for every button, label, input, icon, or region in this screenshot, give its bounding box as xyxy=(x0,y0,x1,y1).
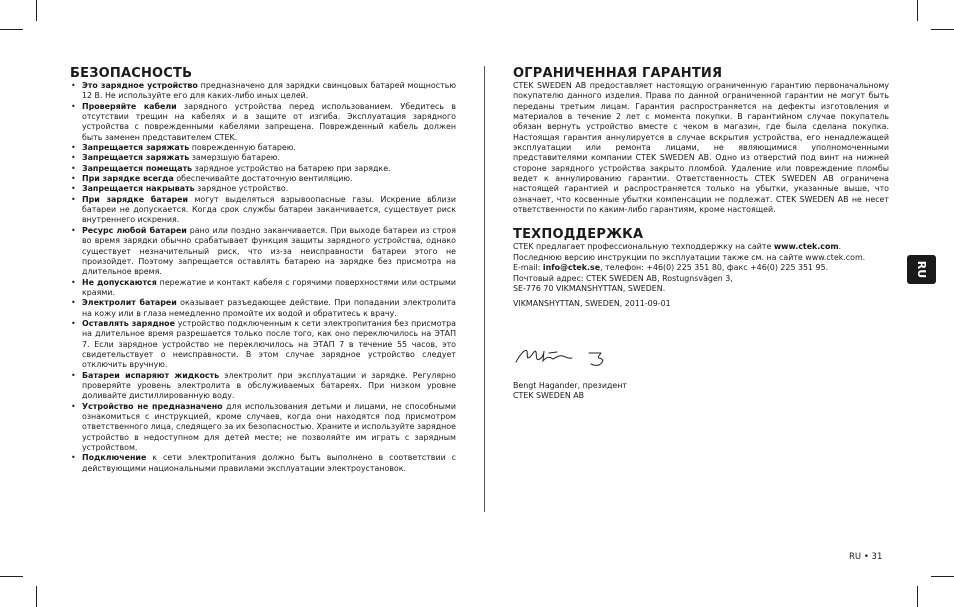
item-bold: Это зарядное устройство xyxy=(82,81,198,90)
item-bold: Запрещается заряжать xyxy=(82,143,190,153)
item-bold: При зарядке всегда xyxy=(82,174,174,184)
list-item xyxy=(70,143,456,153)
list-item xyxy=(70,278,456,299)
email-link[interactable]: info@ctek.se xyxy=(542,263,601,273)
safety-section xyxy=(70,66,456,474)
support-heading: ТЕХПОДДЕРЖКА xyxy=(513,227,644,243)
item-text: зарядное устройство. xyxy=(194,184,289,194)
item-text: пережатие и контакт кабеля с горячими поверхностями или острыми краями. xyxy=(82,277,457,297)
item-text: к сети электропитания должно быть выполнено в соответствии с действующими национальными правилами эксплуатации электроустановок. xyxy=(82,453,456,473)
column-divider xyxy=(484,66,485,512)
list-item xyxy=(70,184,456,194)
safety-heading: БЕЗОПАСНОСТЬ xyxy=(70,66,193,81)
list-item xyxy=(70,319,456,371)
item-bold: Запрещается помещать xyxy=(82,163,193,173)
signer-company: CTEK SWEDEN AB xyxy=(513,391,585,400)
list-item xyxy=(70,453,456,474)
safety-list xyxy=(70,81,456,474)
crop-mark xyxy=(931,29,954,30)
signature-image xyxy=(513,343,623,369)
item-text: электролит при эксплуатации и зарядке. Регулярно проверяйте уровень электролита в обслуживаемых батареях. При низком уровне доливайте дистиллированную воду. xyxy=(82,370,456,401)
item-text: предназначено для зарядки свинцовых батарей мощностью 12 В. Не используйте его для каких-либо иных целей. xyxy=(82,81,456,101)
support-line: E-mail: info@ctek.se, телефон: +46(0) 225 351 80, факс +46(0) 225 351 95. xyxy=(513,263,829,273)
crop-mark xyxy=(36,0,37,21)
list-item xyxy=(70,402,456,454)
crop-mark xyxy=(36,586,37,607)
item-text: зарядное устройство на батарею при зарядке. xyxy=(192,163,391,173)
crop-mark xyxy=(0,29,23,30)
item-text: оказывает разъедающее действие. При попадании электролита на кожу или в глаза немедленно промойте их водой и обратитесь к врачу. xyxy=(82,298,457,318)
item-bold: Подключение xyxy=(82,453,147,463)
item-bold: Ресурс любой батареи xyxy=(82,225,187,235)
item-bold: Устройство не предназначено xyxy=(82,401,223,411)
list-item xyxy=(70,371,456,402)
list-item xyxy=(70,153,456,163)
item-text: замерзшую батарею. xyxy=(189,153,280,163)
signer-name: Bengt Hagander, президент xyxy=(513,381,628,390)
warranty-support-section xyxy=(513,66,889,310)
item-bold: Батареи испаряют жидкость xyxy=(82,370,220,380)
item-bold: Запрещается заряжать xyxy=(82,153,190,163)
page-number: RU • 31 xyxy=(849,552,883,562)
item-bold: Запрещается накрывать xyxy=(82,184,195,194)
postal-address: SE-776 70 VIKMANSHYTTAN, SWEDEN. xyxy=(513,283,666,293)
list-item xyxy=(70,164,456,174)
item-bold: Проверяйте кабели xyxy=(82,101,177,111)
support-line: CTEK предлагает профессиональную техподдержку на сайте www.ctek.com. xyxy=(513,242,842,252)
item-text: обеспечивайте достаточную вентиляцию. xyxy=(173,174,353,184)
item-bold: При зарядке батареи xyxy=(82,194,189,204)
support-line: Последнюю версию инструкции по эксплуатации также см. на сайте www.ctek.com. xyxy=(513,252,866,262)
website-link[interactable]: www.ctek.com xyxy=(773,242,839,252)
item-text: зарядного устройства перед использованием. Убедитесь в отсутствии трещин на кабелях и в защите от изгиба. Эксплуатация зарядного устройства с поврежденными кабелями запрещена. Поврежденный кабель должен быть заменен представителем CTEK. xyxy=(82,101,456,142)
crop-mark xyxy=(917,586,918,607)
crop-mark xyxy=(917,0,918,21)
language-tab: RU xyxy=(907,255,936,284)
warranty-heading: ОГРАНИЧЕННАЯ ГАРАНТИЯ xyxy=(513,66,723,81)
item-text: рано или поздно заканчивается. При выходе батареи из строя во время зарядки обычно срабатывает функция защиты зарядного устройства, однако существует незначительный риск, что из-за неисправности батареи этого не произойдет. Поэтому запрещается оставлять батарею на зарядке без присмотра на длительное время. xyxy=(82,225,456,277)
item-bold: Оставлять зарядное xyxy=(82,318,175,328)
item-text: могут выделяться взрывоопасные газы. Искрение вблизи батареи не допускается. Когда срок службы батареи заканчивается, существует риск внутреннего искрения. xyxy=(82,194,456,225)
crop-mark xyxy=(931,576,954,577)
item-bold: Не допускаются xyxy=(82,277,157,287)
warranty-body: CTEK SWEDEN AB предоставляет настоящую ограниченную гарантию первоначальному покупателю данного изделия. Права по данной ограниченной гарантии не могут быть переданы третьим лицам. Гарантия распространяется на дефекты изготовления и материалов в течение 2 лет с момента покупки. В гарантийном случае покупатель обязан вернуть устройство вместе с чеком в магазин, где была сделана покупка. Настоящая гарантия аннулируется в случае вскрытия устройства, его ненадлежащей эксплуатации или ремонта лицами, не являющимися уполномоченными представителями компании CTEK SWEDEN AB. Одно из отверстий под винт на нижней стороне зарядного устройства закрыто пломбой. Удаление или повреждение пломбы ведет к аннулированию гарантии. Ответственность CTEK SWEDEN AB ограничена настоящей гарантией и распространяется только на убытки, указанные выше, что означает, что косвенные убытки компенсации не подлежат. CTEK SWEDEN AB не несет ответственности по каким-либо гарантиям, кроме настоящей. xyxy=(513,81,889,215)
postal-address: Почтовый адрес: CTEK SWEDEN AB, Rostugnsvägen 3, xyxy=(513,273,733,283)
list-item xyxy=(70,81,456,102)
list-item xyxy=(70,298,456,319)
item-text: для использования детьми и лицами, не способными ознакомиться с инструкцией, кроме случаев, когда они находятся под присмотром ответственного лица, следящего за их безопасностью. Храните и используйте зарядное устройство в недоступном для детей месте; не позволяйте им играть с зарядным устройством. xyxy=(82,401,456,453)
list-item xyxy=(70,195,456,226)
item-text: устройство подключенным к сети электропитания без присмотра на длительное время разрешается только после того, как оно переключилось на ЭТАП 7. Если зарядное устройство не переключилось на ЭТАП 7 в течение 55 часов, это свидетельствует о неисправности. В этом случае зарядное устройство следует отключить вручную. xyxy=(82,318,456,370)
date-line: VIKMANSHYTTAN, SWEDEN, 2011-09-01 xyxy=(513,299,671,309)
item-text: поврежденную батарею. xyxy=(189,143,296,153)
list-item xyxy=(70,102,456,143)
item-bold: Электролит батареи xyxy=(82,298,177,308)
list-item xyxy=(70,174,456,184)
crop-mark xyxy=(0,576,23,577)
list-item xyxy=(70,226,456,278)
